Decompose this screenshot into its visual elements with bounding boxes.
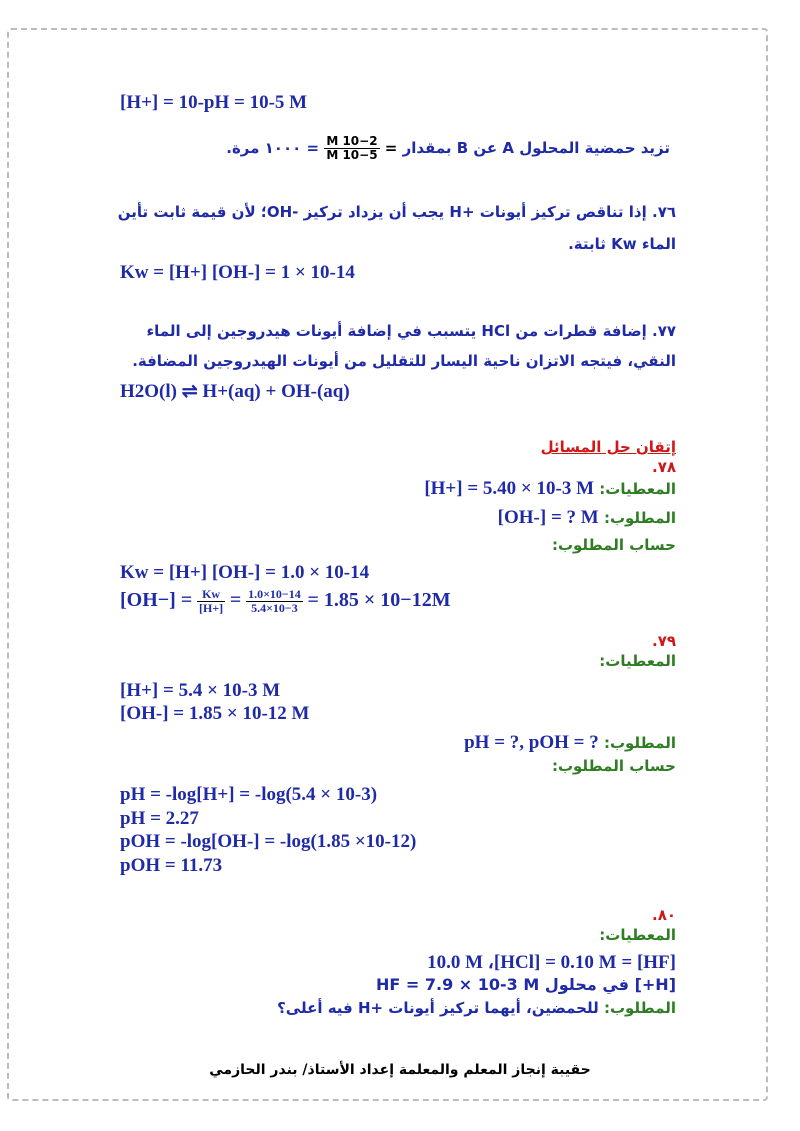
q80-given-label: المعطيات: — [599, 926, 676, 944]
q79-ph-result: pH = 2.27 — [120, 808, 199, 829]
q79-poh-calculation: pOH = -log[OH-] = -log(1.85 ×10-12) — [120, 831, 417, 852]
numeric-fraction-den: 5.4×10−3 — [251, 601, 298, 615]
q78-result: = 1.85 × 10−12M — [307, 588, 451, 611]
kw-over-h-den: [H+] — [198, 601, 224, 615]
q78-required-label: المطلوب: — [603, 509, 676, 527]
acidity-fraction-den: 10−5 M — [326, 148, 378, 162]
q78-given-value: [H+] = 5.40 × 10-3 M — [424, 478, 595, 499]
q80-required-text: للحمضين، أيهما تركيز أيونات +H فيه أعلى؟ — [277, 999, 599, 1017]
q77-text-line1: ٧٧. إضافة قطرات من HCl يتسبب في إضافة أيونات هيدروجين إلى الماء — [146, 322, 676, 340]
q76-text-line2: الماء Kw ثابتة. — [568, 235, 676, 253]
q79-oh-value: [OH-] = 1.85 × 10-12 M — [120, 703, 310, 724]
page-footer: حقيبة إنجاز المعلم والمعلمة إعداد الأستاذ/ بندر الحازمي — [209, 1062, 591, 1078]
q80-number: ٨٠. — [651, 906, 676, 924]
kw-equation: Kw = [H+] [OH-] = 1 × 10-14 — [120, 262, 355, 283]
q78-number: ٧٨. — [651, 458, 676, 476]
q79-number: ٧٩. — [651, 632, 676, 650]
q79-calc-label: حساب المطلوب: — [551, 757, 676, 775]
q76-text-line1: ٧٦. إذا تناقص تركيز أيونات +H يجب أن يزداد تركيز -OH؛ لأن قيمة ثابت تأين — [117, 203, 676, 221]
q77-text-line2: النقي، فيتجه الاتزان ناحية اليسار للتقليل من أيونات الهيدروجين المضافة. — [132, 352, 676, 370]
q78-calc-label: حساب المطلوب: — [551, 536, 676, 554]
oh-lhs: [OH−] = — [120, 588, 193, 611]
q78-kw-equation: Kw = [H+] [OH-] = 1.0 × 10-14 — [120, 562, 370, 583]
q79-required-label: المطلوب: — [603, 734, 676, 752]
acidity-suffix: = ١٠٠٠ مرة. — [226, 139, 320, 157]
q79-h-value: [H+] = 5.4 × 10-3 M — [120, 680, 281, 701]
h-from-ph-equation: [H+] = 10-pH = 10-5 M — [120, 92, 308, 113]
q79-poh-result: pOH = 11.73 — [120, 855, 223, 876]
q79-required-value: pH = ?, pOH = ? — [464, 732, 599, 753]
q78-required-row — [498, 507, 676, 529]
q79-ph-calculation: pH = -log[H+] = -log(5.4 × 10-3) — [120, 784, 378, 805]
q80-given-line1: [HF] = 10.0 M ،[HCl] = 0.10 M — [427, 952, 676, 973]
kw-over-h-num: Kw — [197, 588, 225, 602]
q78-given-row — [424, 478, 676, 500]
numeric-fraction-num: 1.0×10−14 — [248, 587, 301, 601]
acidity-fraction-num: 10−2 M — [326, 134, 378, 148]
q78-given-label: المعطيات: — [599, 480, 676, 498]
acidity-fraction — [324, 135, 379, 162]
q80-required-label: المطلوب: — [603, 999, 676, 1017]
section-title: إتقان حل المسائل — [540, 438, 676, 456]
q79-given-label: المعطيات: — [599, 652, 676, 670]
q78-oh-calculation: [OH−] = $\frac{Kw}{[H+]}$ = $\frac{1.0\times 10-14}{5.4\times 10-3}$ = 1.85 × 10−12M — [120, 587, 451, 615]
acidity-prefix: تزيد حمضية المحلول A عن B بمقدار — [402, 139, 670, 157]
q80-required-row — [277, 999, 676, 1017]
q78-required-value: [OH-] = ? M — [497, 507, 599, 528]
kw-over-h-fraction — [197, 588, 225, 615]
q80-given-line2: [H+] في محلول HF = 7.9 × 10-3 M — [376, 975, 676, 994]
acidity-comparison: تزيد حمضية المحلول A عن B بمقدار = $\frac{10-2 M}{10-5 M}$ = ١٠٠٠ مرة. — [226, 134, 670, 162]
q79-required-row — [464, 732, 676, 754]
numeric-fraction — [246, 588, 303, 615]
equilibrium-equation: H2O(l) ⇌ H+(aq) + OH-(aq) — [120, 381, 350, 402]
